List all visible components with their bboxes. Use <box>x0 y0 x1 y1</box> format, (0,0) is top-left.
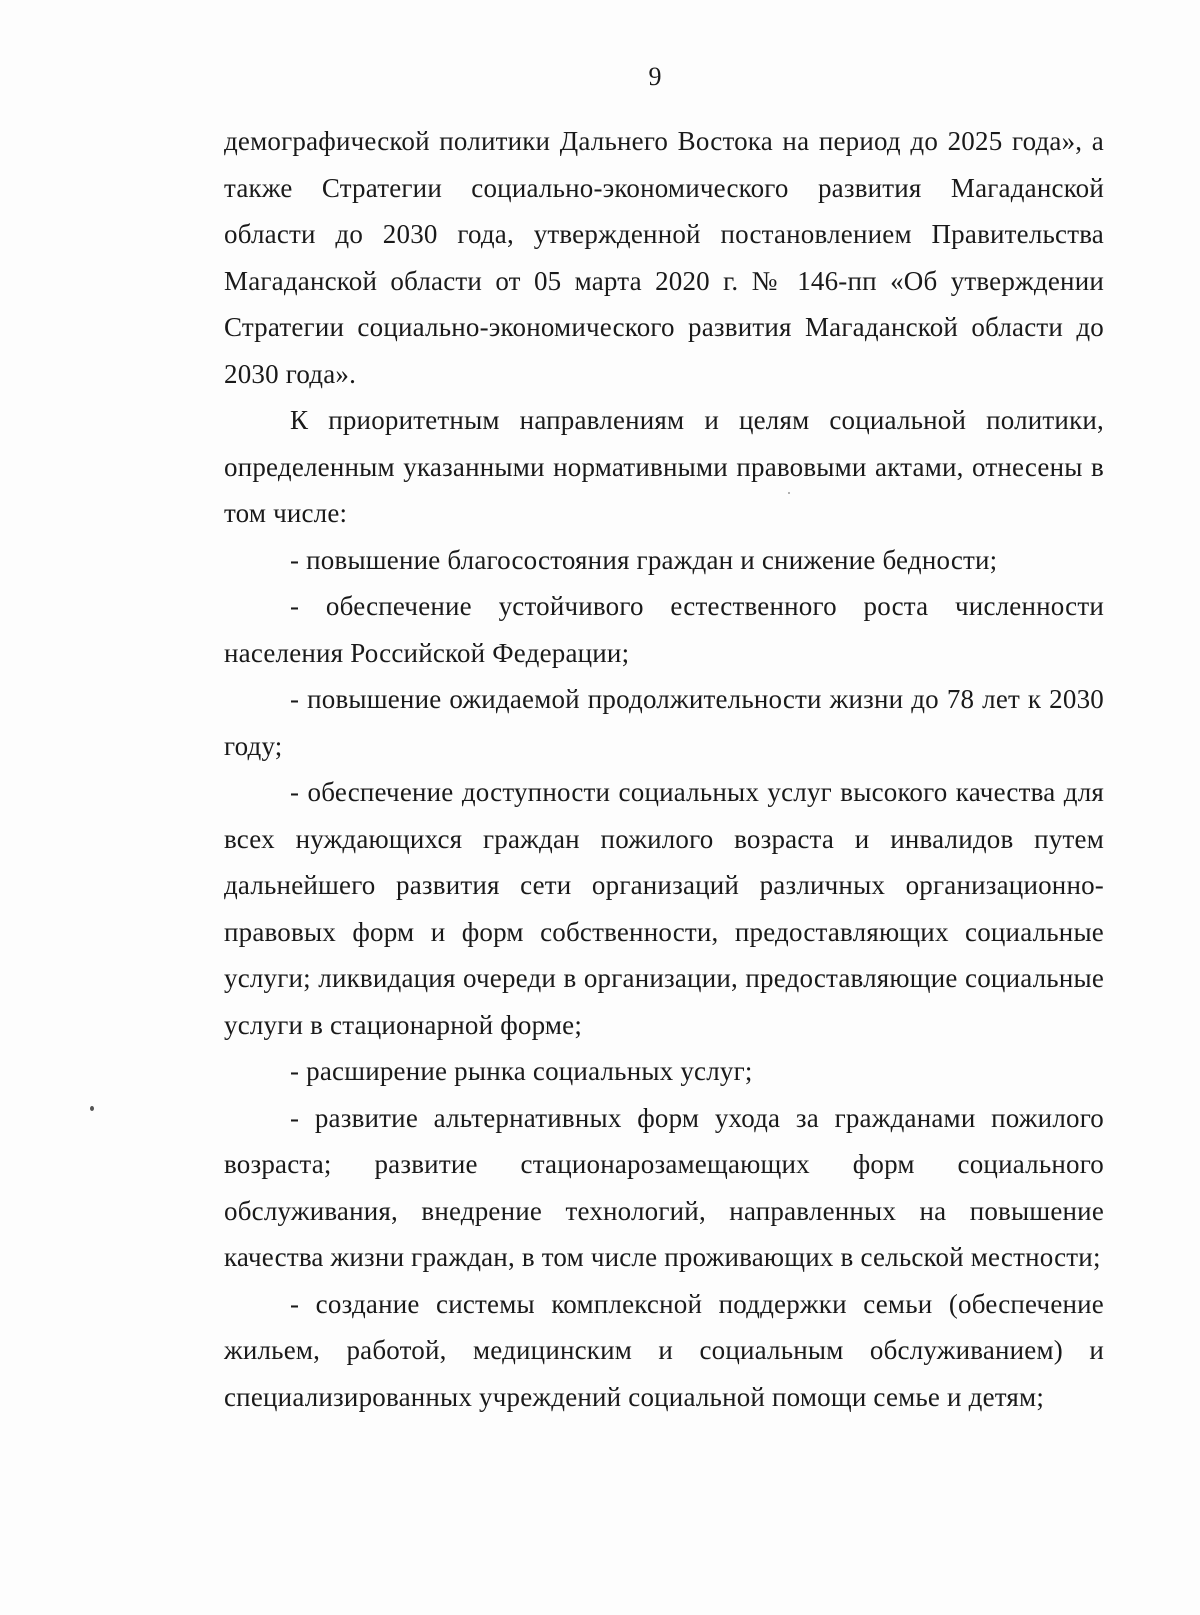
page-number: 9 <box>648 62 662 91</box>
list-item-welfare: - повышение благосостояния граждан и снижение бедности; <box>290 544 998 575</box>
paragraph-priorities-intro: К приоритетным направлениям и целям социальной политики, определенным указанными нормативными правовыми актами, отнесены в том числе: <box>224 405 1104 528</box>
list-item-family-support: - создание системы комплексной поддержки семьи (обеспечение жильем, работой, медицинским и социальным обслуживанием) и специализированных учреждений социальной помощи семье и детям; <box>224 1288 1104 1412</box>
scan-speck <box>788 492 790 494</box>
scan-speck <box>90 1106 94 1111</box>
document-body <box>224 118 1104 1420</box>
list-item-social-services-access: - обеспечение доступности социальных услуг высокого качества для всех нуждающихся граждан пожилого возраста и инвалидов путем дальнейшего развития сети организаций различных организационно-правовых форм и форм собственности, предоставляющих социальные услуги; ликвидация очереди в организации, предоставляющие социальные услуги в стационарной форме; <box>224 777 1104 1040</box>
list-item-alternative-care: - развитие альтернативных форм ухода за гражданами пожилого возраста; развитие стационарозамещающих форм социального обслуживания, внедрение технологий, направленных на повышение качества жизни граждан, в том числе проживающих в сельской местности; <box>224 1102 1104 1272</box>
list-item-life-expectancy: - повышение ожидаемой продолжительности жизни до 78 лет к 2030 году; <box>224 684 1104 761</box>
list-item-market-expansion: - расширение рынка социальных услуг; <box>290 1056 753 1086</box>
paragraph-continuation: демографической политики Дальнего Востока на период до 2025 года», а также Стратегии социально-экономического развития Магаданской области до 2030 года, утвержденной постановлением Правительства Магаданской области от 05 марта 2020 г. № 146-пп «Об утверждении Стратегии социально-экономического развития Магаданской области до 2030 года». <box>224 126 1104 389</box>
list-item-population-growth: - обеспечение устойчивого естественного роста численности населения Российской Федерации; <box>224 591 1104 668</box>
